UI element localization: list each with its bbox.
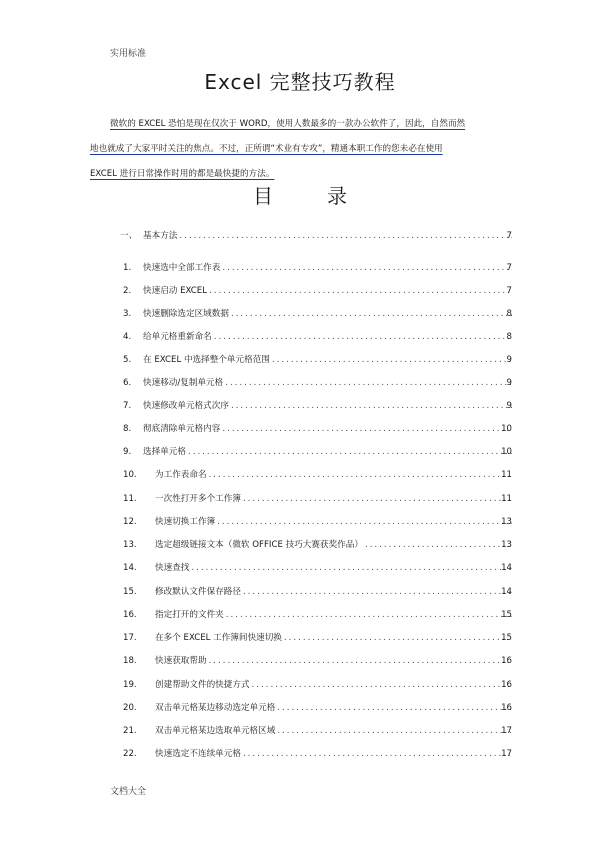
- toc-entry-page: 10: [501, 447, 512, 457]
- toc-entry-label: 彻底清除单元格内容: [143, 424, 221, 434]
- toc-leader-dots: [209, 468, 512, 482]
- toc-entry-label: 快速选中全部工作表: [143, 263, 221, 273]
- toc-entry[interactable]: [0, 561, 600, 575]
- toc-entry-number: 10.: [123, 470, 137, 480]
- toc-entry[interactable]: [0, 353, 600, 367]
- toc-entry-label: 选择单元格: [143, 447, 186, 457]
- toc-entry-label: 选定超级链接文本（微软 OFFICE 技巧大赛获奖作品）: [155, 540, 363, 550]
- toc-entry[interactable]: [0, 747, 600, 761]
- toc-entry-page: 17: [501, 749, 512, 759]
- toc-entry-page: 11: [501, 494, 512, 504]
- toc-entry-number: 13.: [123, 540, 137, 550]
- toc-entry[interactable]: [0, 445, 600, 459]
- toc-entry-page: 17: [501, 726, 512, 736]
- toc-entry-number: 15.: [123, 587, 137, 597]
- toc-entry-label: 快速切换工作簿: [155, 517, 216, 527]
- toc-entry-label: 修改默认文件保存路径: [155, 587, 241, 597]
- toc-entry[interactable]: [0, 376, 600, 390]
- toc-entry-number: 一、: [120, 231, 138, 241]
- toc-leader-dots: [209, 654, 512, 668]
- toc-leader-dots: [252, 678, 512, 692]
- toc-leader-dots: [191, 561, 512, 575]
- toc-entry-label: 双击单元格某边选取单元格区域: [155, 726, 276, 736]
- toc-leader-dots: [277, 724, 512, 738]
- toc-entry-number: 16.: [123, 610, 137, 620]
- toc-entry-number: 2.: [123, 286, 132, 296]
- page-header: 实用标准: [110, 49, 147, 59]
- toc-entry-page: 16: [501, 656, 512, 666]
- toc-entry[interactable]: [0, 654, 600, 668]
- toc-heading-char-1: 目: [253, 184, 273, 208]
- toc-entry-page: 13: [501, 517, 512, 527]
- toc-entry-page: 9: [506, 378, 512, 388]
- toc-entry[interactable]: [0, 261, 600, 275]
- toc-entry-number: 22.: [123, 749, 137, 759]
- toc-entry-page: 8: [506, 332, 512, 342]
- toc-entry-label: 创建帮助文件的快捷方式: [155, 680, 250, 690]
- toc-entry[interactable]: [0, 701, 600, 715]
- toc-entry-page: 11: [501, 470, 512, 480]
- document-title: Excel 完整技巧教程: [204, 70, 396, 94]
- toc-entry-page: 16: [501, 680, 512, 690]
- toc-entry[interactable]: [0, 724, 600, 738]
- toc-leader-dots: [365, 538, 512, 552]
- toc-entry[interactable]: [0, 515, 600, 529]
- toc-leader-dots: [226, 608, 512, 622]
- toc-entry-number: 4.: [123, 332, 132, 342]
- toc-entry-number: 3.: [123, 309, 132, 319]
- toc-entry-number: 7.: [123, 401, 132, 411]
- toc-leader-dots: [284, 631, 512, 645]
- toc-entry-number: 11.: [123, 494, 137, 504]
- toc-entry[interactable]: [0, 492, 600, 506]
- intro-line-3: EXCEL 进行日常操作时用的都是最快捷的方法。: [90, 169, 275, 179]
- toc-entry-number: 14.: [123, 563, 137, 573]
- toc-entry[interactable]: [0, 538, 600, 552]
- toc-entry[interactable]: [0, 422, 600, 436]
- toc-entry-number: 19.: [123, 680, 137, 690]
- toc-entry-label: 一次性打开多个工作簿: [155, 494, 241, 504]
- toc-entry[interactable]: [0, 678, 600, 692]
- toc-entry-page: 9: [506, 355, 512, 365]
- toc-entry-label: 快速修改单元格式次序: [143, 401, 229, 411]
- toc-entry-number: 21.: [123, 726, 137, 736]
- intro-line-1: 微软的 EXCEL 恐怕是现在仅次于 WORD，使用人数最多的一款办公软件了，因此，自然而然: [110, 119, 466, 129]
- toc-entry[interactable]: [0, 229, 600, 243]
- toc-leader-dots: [217, 515, 512, 529]
- toc-entry-label: 快速删除选定区域数据: [143, 309, 229, 319]
- toc-leader-dots: [222, 422, 512, 436]
- toc-entry-number: 1.: [123, 263, 132, 273]
- toc-entry-page: 15: [501, 633, 512, 643]
- toc-leader-dots: [209, 284, 512, 298]
- toc-entry-label: 快速移动/复制单元格: [143, 378, 224, 388]
- toc-entry-number: 12.: [123, 517, 137, 527]
- toc-entry-page: 8: [506, 309, 512, 319]
- toc-leader-dots: [188, 445, 512, 459]
- toc-leader-dots: [179, 229, 512, 243]
- toc-entry-page: 7: [506, 263, 512, 273]
- toc-entry-label: 基本方法: [143, 231, 178, 241]
- toc-entry-number: 17.: [123, 633, 137, 643]
- toc-entry-page: 14: [501, 563, 512, 573]
- toc-entry-label: 为工作表命名: [155, 470, 207, 480]
- toc-entry-page: 10: [501, 424, 512, 434]
- toc-entry[interactable]: [0, 284, 600, 298]
- toc-entry-page: 15: [501, 610, 512, 620]
- toc-entry[interactable]: [0, 468, 600, 482]
- toc-leader-dots: [222, 261, 512, 275]
- toc-entry-number: 9.: [123, 447, 132, 457]
- toc-entry-page: 7: [506, 231, 512, 241]
- toc-leader-dots: [214, 330, 512, 344]
- toc-leader-dots: [272, 353, 512, 367]
- toc-entry-label: 在 EXCEL 中选择整个单元格范围: [143, 355, 270, 365]
- toc-entry[interactable]: [0, 307, 600, 321]
- toc-entry[interactable]: [0, 608, 600, 622]
- toc-entry-page: 9: [506, 401, 512, 411]
- toc-leader-dots: [277, 701, 512, 715]
- toc-heading: [0, 180, 600, 209]
- toc-entry-number: 20.: [123, 703, 137, 713]
- toc-leader-dots: [243, 585, 512, 599]
- toc-entry-label: 快速选定不连续单元格: [155, 749, 241, 759]
- toc-leader-dots: [225, 376, 512, 390]
- toc-entry-number: 8.: [123, 424, 132, 434]
- toc-leader-dots: [243, 492, 512, 506]
- toc-leader-dots: [231, 399, 512, 413]
- toc-entry-label: 双击单元格某边移动选定单元格: [155, 703, 276, 713]
- toc-entry-number: 6.: [123, 378, 132, 388]
- toc-entry[interactable]: [0, 399, 600, 413]
- toc-entry-label: 给单元格重新命名: [143, 332, 212, 342]
- toc-entry-number: 5.: [123, 355, 132, 365]
- toc-entry-page: 13: [501, 540, 512, 550]
- intro-paragraph: [90, 112, 512, 187]
- toc-entry[interactable]: [0, 585, 600, 599]
- toc-entry-page: 14: [501, 587, 512, 597]
- intro-line-2: 地也就成了大家平时关注的焦点。不过，正所谓“术业有专攻”，精通本职工作的您未必在使用: [90, 144, 443, 154]
- toc-entry-number: 18.: [123, 656, 137, 666]
- page-footer: 文档大全: [110, 787, 147, 797]
- toc-entry-page: 16: [501, 703, 512, 713]
- toc-entry-label: 在多个 EXCEL 工作簿间快速切换: [155, 633, 282, 643]
- toc-entry-label: 快速查找: [155, 563, 190, 573]
- toc-entry[interactable]: [0, 631, 600, 645]
- toc-entry-label: 指定打开的文件夹: [155, 610, 224, 620]
- toc-entry-page: 7: [506, 286, 512, 296]
- toc-heading-char-2: 录: [327, 184, 347, 208]
- toc-entry-label: 快速启动 EXCEL: [143, 286, 208, 296]
- toc-entry-label: 快速获取帮助: [155, 656, 207, 666]
- toc-leader-dots: [243, 747, 512, 761]
- toc-leader-dots: [231, 307, 512, 321]
- toc-entry[interactable]: [0, 330, 600, 344]
